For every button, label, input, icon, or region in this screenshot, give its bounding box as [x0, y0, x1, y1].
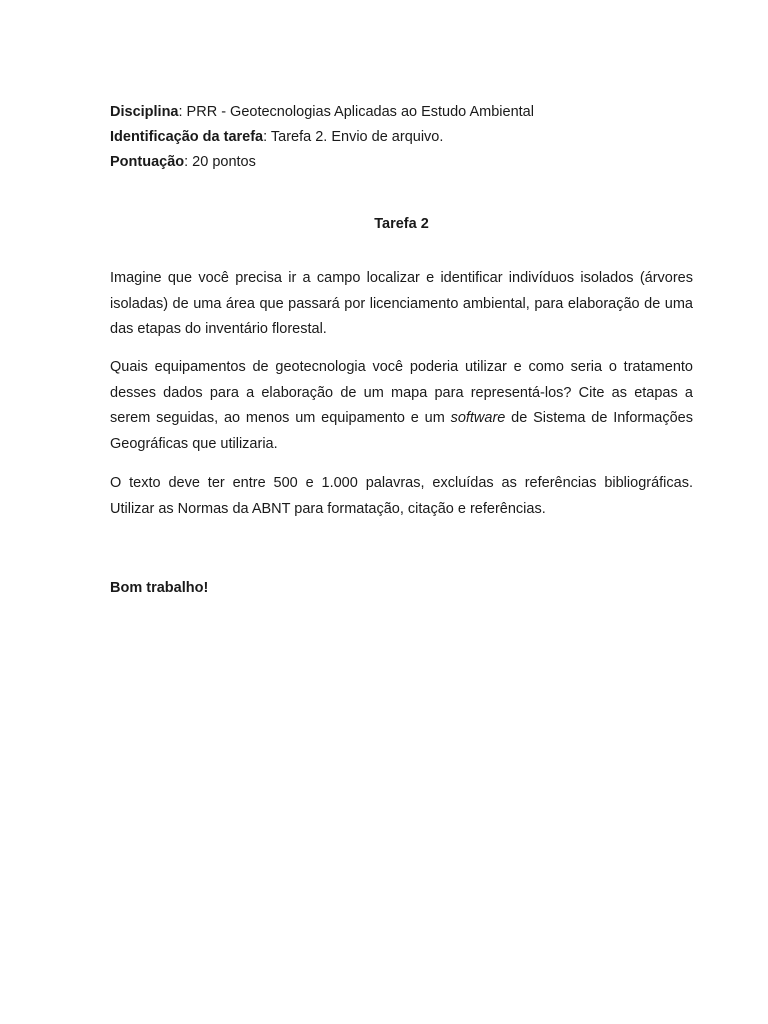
task-id-line — [110, 125, 693, 150]
score-line — [110, 150, 693, 175]
closing-text: Bom trabalho! — [110, 580, 209, 596]
task-metadata — [110, 100, 693, 175]
discipline-line — [110, 100, 693, 125]
score-label: Pontuação — [110, 154, 185, 170]
question-text-end: de Sistema de Informações Geográficas que utilizaria. — [110, 410, 693, 452]
paragraph-requirements: O texto deve ter entre 500 e 1.000 palavras, excluídas as referências bibliográficas. Utilizar as Normas da ABNT para formatação, citação e referências. — [110, 475, 693, 517]
discipline-value: : PRR - Geotecnologias Aplicadas ao Estudo Ambiental — [178, 104, 534, 120]
task-id-label: Identificação da tarefa — [110, 129, 264, 145]
software-emphasis: software — [450, 410, 506, 426]
paragraph-scenario: Imagine que você precisa ir a campo localizar e identificar indivíduos isolados (árvores isoladas) de uma área que passará por licenciamento ambiental, para elaboração de uma das etapas do inventário florestal. — [110, 270, 693, 337]
score-value: : 20 pontos — [184, 154, 256, 170]
paragraph-question — [110, 355, 693, 457]
task-title: Tarefa 2 — [374, 216, 429, 232]
question-text-start: Quais equipamentos de geotecnologia você poderia utilizar e como seria o tratamento desses dados para a elaboração de um mapa para representá-los? Cite as etapas a serem seguidas, ao menos um equipamento e um — [110, 359, 693, 426]
discipline-label: Disciplina — [110, 104, 179, 120]
task-id-value: : Tarefa 2. Envio de arquivo. — [263, 129, 444, 145]
